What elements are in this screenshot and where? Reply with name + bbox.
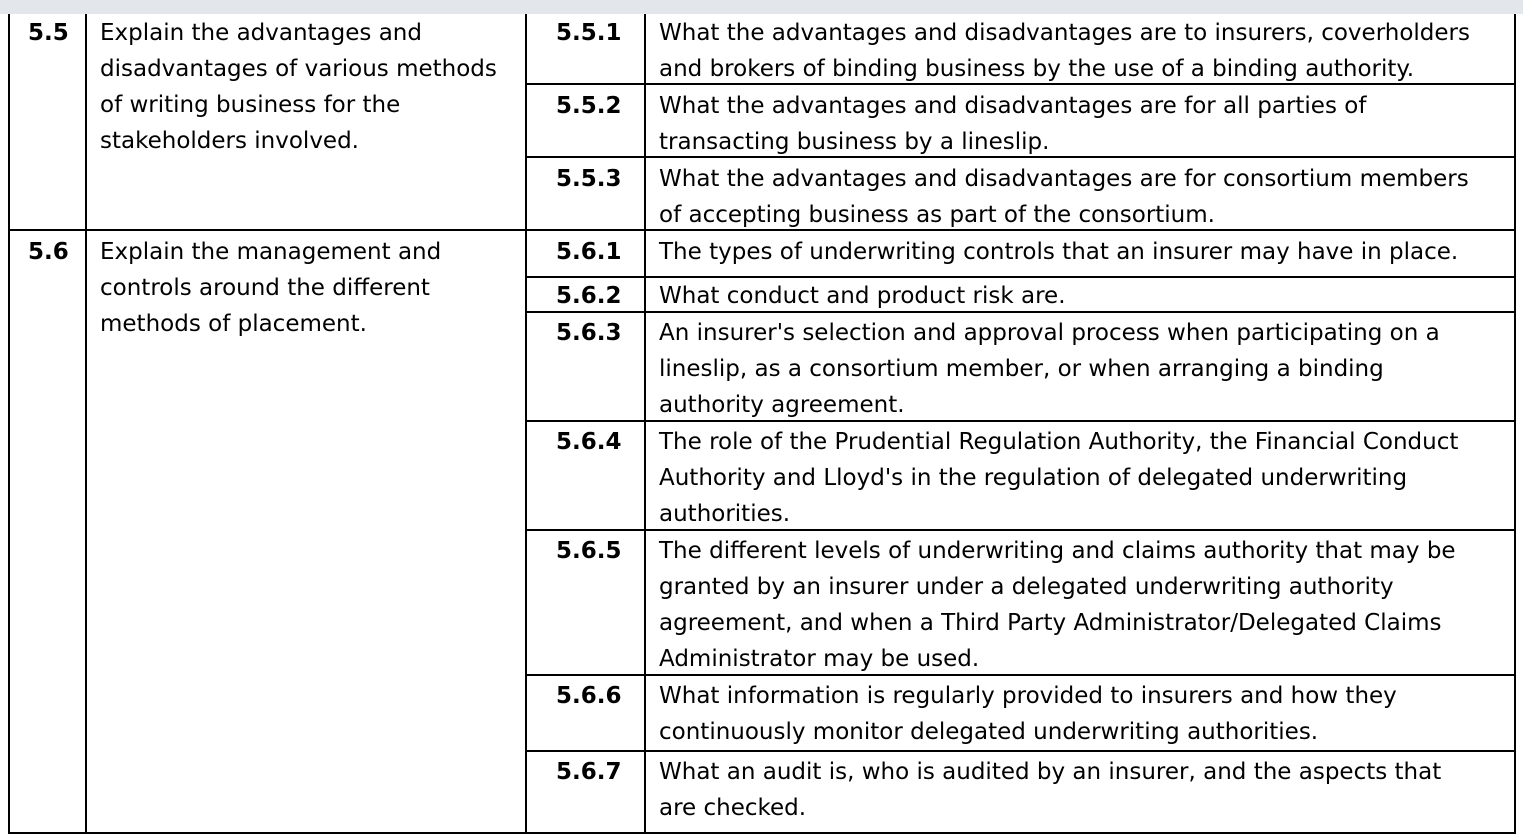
criterion-number: 5.6.4 (556, 429, 622, 455)
outcome-text: Explain the advantages and disadvantages of various methods of writing business for the stakeholders involved. (100, 20, 497, 154)
criterion-text: An insurer's selection and approval process when participating on a lineslip, as a consortium member, or when arranging a binding authority agreement. (659, 320, 1440, 418)
criterion-text: The different levels of underwriting and claims authority that may be granted by an insurer under a delegated underwriting authority agreement, and when a Third Party Administrator/Delegated Claims Administrator may be used. (659, 538, 1456, 672)
criterion-number: 5.5.2 (556, 93, 622, 119)
criterion-text: What information is regularly provided to insurers and how they continuously monitor delegated underwriting authorities. (659, 683, 1397, 745)
criterion-number: 5.6.6 (556, 683, 622, 709)
criterion-number: 5.6.7 (556, 759, 622, 785)
column-divider (644, 14, 646, 834)
document-page (0, 14, 1523, 834)
criterion-number: 5.5.1 (556, 20, 622, 46)
syllabus-table (8, 14, 1516, 834)
outcome-number: 5.6 (28, 239, 69, 265)
criterion-text: What an audit is, who is audited by an insurer, and the aspects that are checked. (659, 759, 1442, 821)
column-divider (525, 14, 527, 834)
outcome-text: Explain the management and controls around the different methods of placement. (100, 239, 442, 337)
table-border-left (8, 14, 10, 834)
criterion-number: 5.6.3 (556, 320, 622, 346)
table-border-right (1514, 14, 1516, 834)
criterion-text: What conduct and product risk are. (659, 283, 1066, 309)
criterion-text: What the advantages and disadvantages are for all parties of transacting business by a lineslip. (659, 93, 1367, 155)
criterion-number: 5.5.3 (556, 166, 622, 192)
column-divider (85, 14, 87, 834)
criterion-number: 5.6.2 (556, 283, 622, 309)
criterion-number: 5.6.5 (556, 538, 622, 564)
outcome-number: 5.5 (28, 20, 69, 46)
criterion-text: The role of the Prudential Regulation Authority, the Financial Conduct Authority and Lloyd's in the regulation of delegated underwriting authorities. (659, 429, 1459, 527)
criterion-text: What the advantages and disadvantages are to insurers, coverholders and brokers of binding business by the use of a binding authority. (659, 20, 1470, 82)
criterion-text: What the advantages and disadvantages are for consortium members of accepting business as part of the consortium. (659, 166, 1469, 228)
criterion-number: 5.6.1 (556, 239, 622, 265)
criterion-text: The types of underwriting controls that an insurer may have in place. (659, 239, 1459, 265)
row-divider (525, 750, 1516, 752)
